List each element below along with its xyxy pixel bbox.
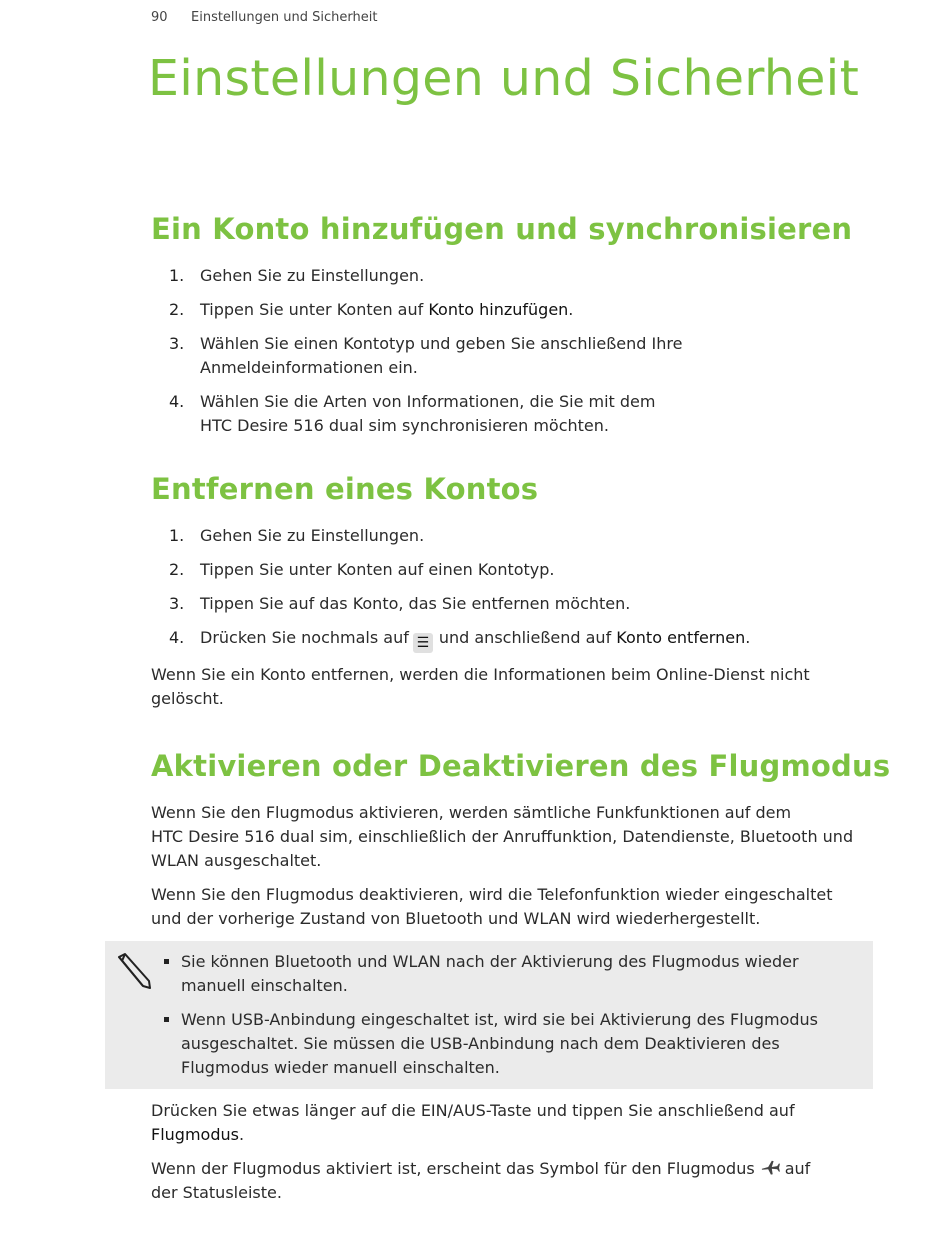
ui-term: Konto entfernen (616, 628, 746, 647)
list-item: 4. Drücken Sie nochmals auf ☰ und anschließend auf Konto entfernen. (169, 628, 751, 651)
airplane-icon (759, 1158, 781, 1176)
page-number: 90 (151, 10, 168, 25)
list-item: 2. Tippen Sie unter Konten auf Konto hinzufügen. (169, 300, 574, 319)
menu-icon: ☰ (413, 633, 433, 653)
tip-box (105, 941, 873, 1089)
list-item: 4. Wählen Sie die Arten von Informationen, die Sie mit dem HTC Desire 516 dual sim synchronisieren möchten. (169, 392, 656, 435)
header-section: Einstellungen und Sicherheit (191, 10, 378, 25)
airplane-para-1: Wenn Sie den Flugmodus aktivieren, werden sämtliche Funkfunktionen auf dem HTC Desire 516 dual sim, einschließlich der Anruffunktion, Datendienste, Bluetooth und WLAN ausgeschaltet. (151, 803, 854, 870)
page-title: Einstellungen und Sicherheit (148, 50, 860, 107)
remove-account-note: Wenn Sie ein Konto entfernen, werden die Informationen beim Online-Dienst nicht gelöscht. (151, 665, 810, 708)
page-content (151, 212, 891, 1215)
ui-term: Konto hinzufügen (428, 300, 569, 319)
steps-add-account (151, 264, 873, 438)
heading-remove-account: Entfernen eines Kontos (151, 472, 539, 506)
list-item: 2. Tippen Sie unter Konten auf einen Kontotyp. (169, 560, 555, 579)
ui-term: Flugmodus (151, 1125, 239, 1144)
running-header (151, 10, 377, 25)
list-item: 1. Gehen Sie zu Einstellungen. (169, 266, 425, 285)
heading-add-account: Ein Konto hinzufügen und synchronisieren (151, 212, 853, 246)
airplane-para-2: Wenn Sie den Flugmodus deaktivieren, wird die Telefonfunktion wieder eingeschaltet und der vorherige Zustand von Bluetooth und WLAN wird wiederhergestellt. (151, 885, 833, 928)
tip-list (105, 950, 873, 1080)
list-item: 3. Wählen Sie einen Kontotyp und geben Sie anschließend Ihre Anmeldeinformationen ein. (169, 334, 683, 377)
airplane-para-3: Drücken Sie etwas länger auf die EIN/AUS-Taste und tippen Sie anschließend auf Flugmodus. (151, 1101, 795, 1144)
pencil-icon (113, 951, 153, 991)
airplane-para-4: Wenn der Flugmodus aktiviert ist, erscheint das Symbol für den Flugmodus auf der Statusleiste. (151, 1159, 811, 1202)
bullet (164, 959, 169, 964)
list-item: Sie können Bluetooth und WLAN nach der Aktivierung des Flugmodus wieder manuell einschalten. (181, 950, 859, 998)
bullet (164, 1017, 169, 1022)
list-item: Wenn USB-Anbindung eingeschaltet ist, wird sie bei Aktivierung des Flugmodus ausgeschaltet. Sie müssen die USB-Anbindung nach dem Deaktivieren des Flugmodus wieder manuell einschalten. (181, 1008, 859, 1080)
list-item: 1. Gehen Sie zu Einstellungen. (169, 526, 425, 545)
heading-airplane-mode: Aktivieren oder Deaktivieren des Flugmodus (151, 749, 891, 783)
steps-remove-account (151, 524, 873, 653)
list-item: 3. Tippen Sie auf das Konto, das Sie entfernen möchten. (169, 594, 631, 613)
